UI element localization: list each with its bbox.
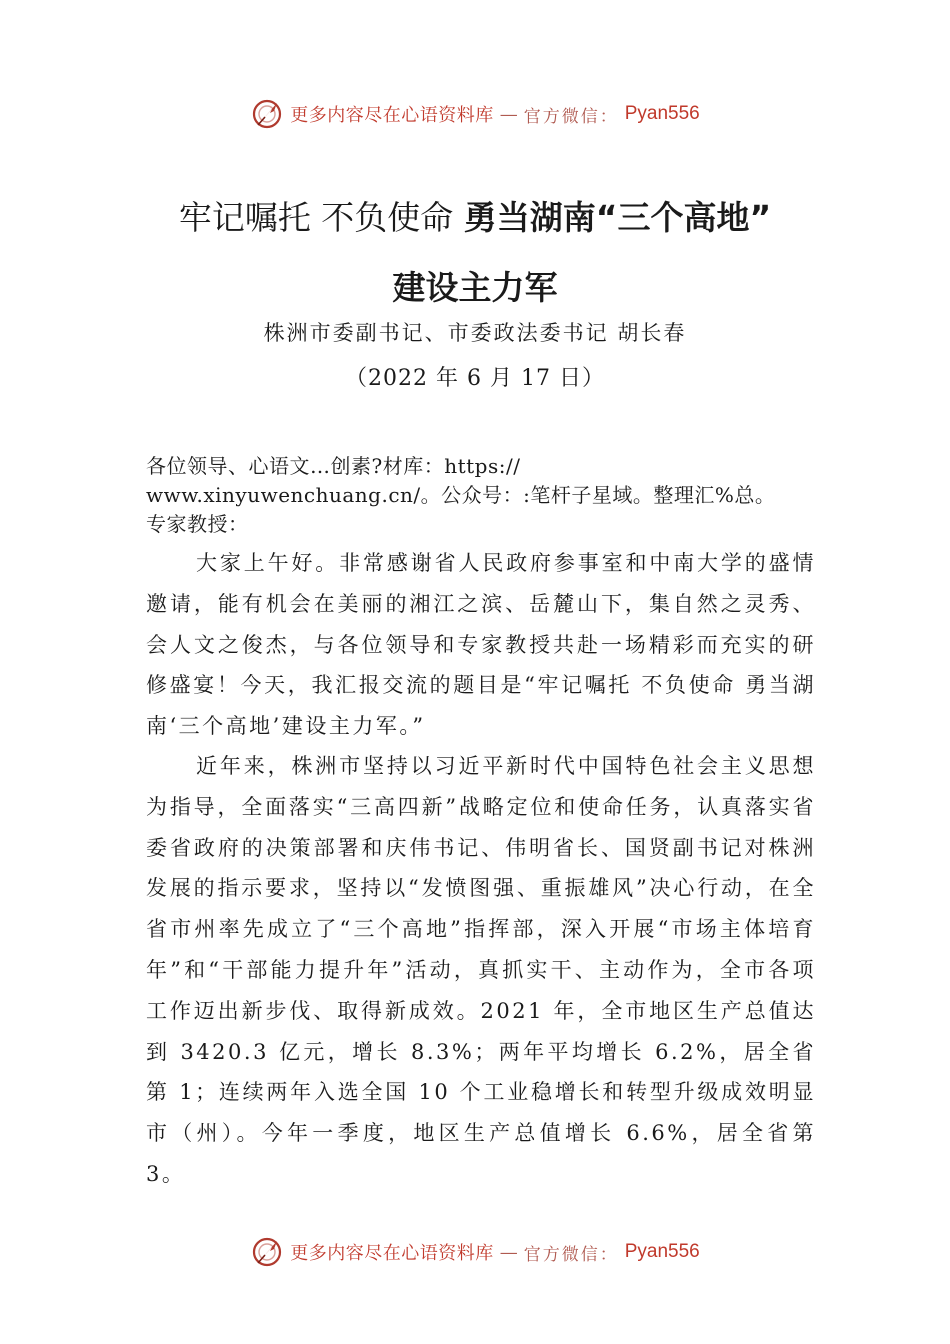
watermark-wechat-label: 官方微信： bbox=[523, 106, 619, 127]
greeting-text: 各位领导、心语文…创素?材库：https:// www.xinyuwenchuang.cn/。公众号：:笔杆子星域。整理汇%总。 专家教授： bbox=[146, 454, 776, 536]
watermark-wechat-id: Pyan556 bbox=[624, 103, 700, 124]
document-title-line1 bbox=[0, 196, 950, 240]
quill-pen-logo-icon bbox=[250, 1235, 284, 1269]
watermark-main-text: 更多内容尽在心语资料库 bbox=[290, 105, 494, 126]
body-paragraph-2: 近年来，株洲市坚持以习近平新时代中国特色社会主义思想为指导，全面落实“三高四新”战略定位和使命任务，认真落实省委省政府的决策部署和庆伟书记、伟明省长、国贤副书记对株洲发展的指示要求，坚持以“发愤图强、重振雄风”决心行动，在全省市州率先成立了“三个高地”指挥部，深入开展“市场主体培育年”和“干部能力提升年”活动，真抓实干、主动作为，全市各项工作迈出新步伐、取得新成效。2021 年，全市地区生产总值达到 3420.3 亿元，增长 8.3%；两年平均增长 6.2%，居全省第 1；连续两年入选全国 10 个工业稳增长和转型升级成效明显市（州）。今年一季度，地区生产总值增长 6.6%，居全省第 3。 bbox=[146, 754, 816, 1186]
document-title-line2: 建设主力军 bbox=[392, 268, 558, 307]
title-part-regular: 牢记嘱托 不负使命 bbox=[178, 198, 464, 237]
document-author: 株洲市委副书记、市委政法委书记 胡长春 bbox=[263, 321, 687, 345]
header-watermark bbox=[0, 94, 950, 134]
watermark-main-text: 更多内容尽在心语资料库 bbox=[290, 1243, 494, 1264]
footer-watermark bbox=[0, 1232, 950, 1272]
body-paragraph-1: 大家上午好。非常感谢省人民政府参事室和中南大学的盛情邀请，能有机会在美丽的湘江之滨、岳麓山下，集自然之灵秀、会人文之俊杰，与各位领导和专家教授共赴一场精彩而充实的研修盛宴！今天，我汇报交流的题目是“牢记嘱托 不负使命 勇当湖南‘三个高地’建设主力军。” bbox=[146, 551, 816, 739]
watermark-wechat-id: Pyan556 bbox=[624, 1241, 700, 1262]
watermark-dash: — bbox=[499, 1241, 518, 1263]
document-date: （2022 年 6 月 17 日） bbox=[345, 366, 605, 391]
watermark-dash: — bbox=[499, 103, 518, 125]
title-part-bold: 勇当湖南“三个高地” bbox=[463, 198, 772, 237]
quill-pen-logo-icon bbox=[250, 97, 284, 131]
watermark-wechat-label: 官方微信： bbox=[523, 1244, 619, 1265]
